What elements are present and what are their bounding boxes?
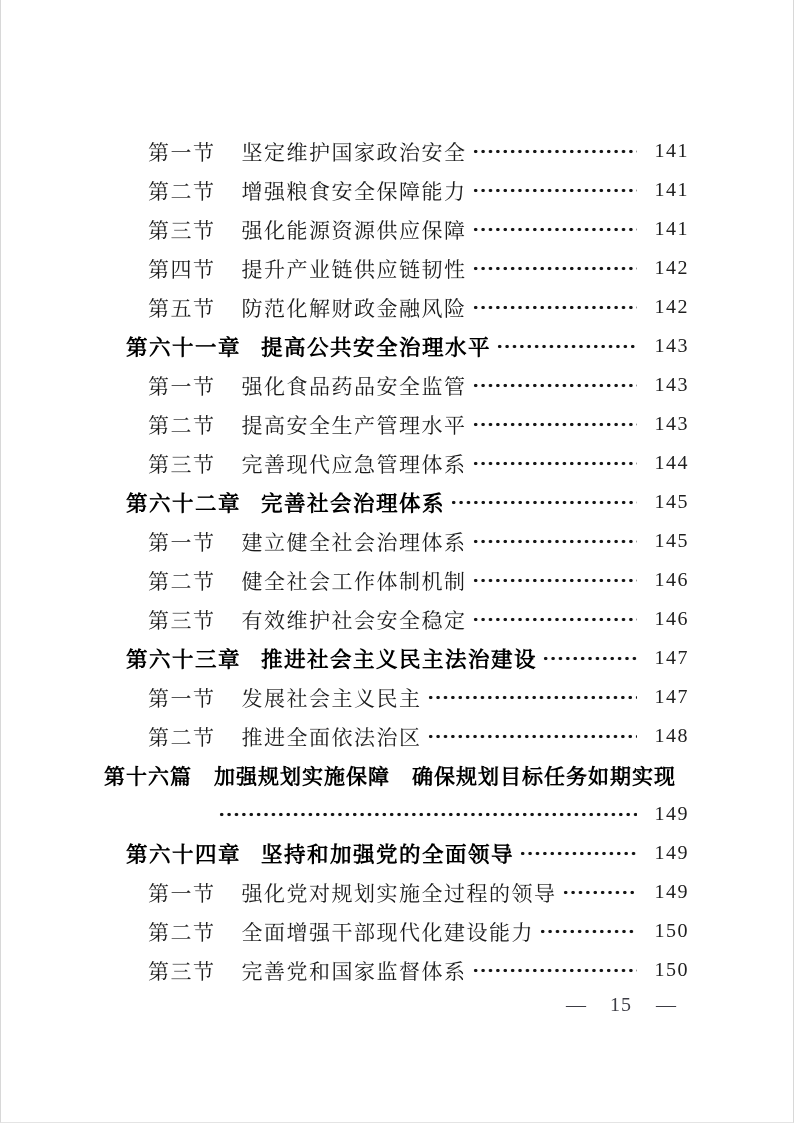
dot-leader bbox=[218, 795, 637, 834]
dot-leader bbox=[496, 327, 637, 366]
entry-title: 健全社会工作体制机制 bbox=[241, 569, 467, 594]
page-footer bbox=[566, 994, 676, 1017]
dot-leader bbox=[472, 405, 638, 444]
entry-title: 建立健全社会治理体系 bbox=[241, 530, 467, 555]
toc-entry-section bbox=[1, 561, 793, 600]
entry-label: 第六十二章 bbox=[126, 492, 242, 516]
entry-page-number: 142 bbox=[654, 257, 689, 279]
dot-leader bbox=[427, 678, 638, 717]
entry-title: 发展社会主义民主 bbox=[241, 686, 422, 711]
toc-entry-part bbox=[1, 756, 793, 795]
table-of-contents bbox=[1, 132, 793, 990]
entry-label: 第二节 bbox=[148, 179, 216, 204]
entry-page-number: 148 bbox=[654, 725, 689, 747]
dot-leader bbox=[472, 132, 638, 171]
entry-page-number: 149 bbox=[654, 881, 689, 903]
entry-title: 完善现代应急管理体系 bbox=[241, 452, 467, 477]
entry-label: 第一节 bbox=[148, 686, 216, 711]
entry-title: 完善党和国家监督体系 bbox=[241, 959, 467, 984]
dot-leader bbox=[472, 288, 638, 327]
entry-title: 完善社会治理体系 bbox=[261, 492, 446, 516]
entry-label: 第二节 bbox=[148, 920, 216, 945]
entry-page-number: 147 bbox=[654, 647, 689, 669]
entry-title: 提高安全生产管理水平 bbox=[241, 413, 467, 438]
toc-entry-section bbox=[1, 873, 793, 912]
toc-entry-section bbox=[1, 405, 793, 444]
toc-entry-section bbox=[1, 678, 793, 717]
dot-leader bbox=[472, 366, 638, 405]
toc-entry-chapter bbox=[1, 327, 793, 366]
entry-label: 第二节 bbox=[148, 725, 216, 750]
entry-title: 防范化解财政金融风险 bbox=[241, 296, 467, 321]
dot-leader bbox=[472, 600, 638, 639]
footer-page-number: 15 bbox=[610, 994, 632, 1016]
toc-entry-section bbox=[1, 171, 793, 210]
toc-entry-section bbox=[1, 912, 793, 951]
entry-title: 有效维护社会安全稳定 bbox=[241, 608, 467, 633]
entry-title: 推进社会主义民主法治建设 bbox=[261, 648, 538, 672]
entry-label: 第三节 bbox=[148, 452, 216, 477]
entry-page-number: 141 bbox=[654, 140, 689, 162]
dot-leader bbox=[539, 912, 637, 951]
entry-label: 第三节 bbox=[148, 608, 216, 633]
entry-title: 强化党对规划实施全过程的领导 bbox=[241, 881, 557, 906]
entry-page-number: 150 bbox=[654, 959, 689, 981]
entry-label: 第一节 bbox=[148, 881, 216, 906]
toc-entry-section bbox=[1, 522, 793, 561]
toc-entry-chapter bbox=[1, 834, 793, 873]
entry-label: 第十六篇 bbox=[104, 764, 192, 789]
dot-leader bbox=[450, 483, 637, 522]
toc-entry-section bbox=[1, 717, 793, 756]
entry-label: 第二节 bbox=[148, 413, 216, 438]
entry-page-number: 147 bbox=[654, 686, 689, 708]
entry-label: 第一节 bbox=[148, 530, 216, 555]
entry-title: 全面增强干部现代化建设能力 bbox=[241, 920, 534, 945]
entry-page-number: 145 bbox=[654, 530, 689, 552]
dot-leader bbox=[472, 561, 638, 600]
entry-title: 增强粮食安全保障能力 bbox=[241, 179, 467, 204]
entry-title: 提升产业链供应链韧性 bbox=[241, 257, 467, 282]
dot-leader bbox=[472, 249, 638, 288]
entry-label: 第三节 bbox=[148, 959, 216, 984]
toc-entry-section bbox=[1, 600, 793, 639]
toc-entry-section bbox=[1, 210, 793, 249]
toc-entry-section bbox=[1, 951, 793, 990]
dot-leader bbox=[472, 444, 638, 483]
toc-entry-section bbox=[1, 132, 793, 171]
entry-page-number: 144 bbox=[654, 452, 689, 474]
toc-entry-chapter bbox=[1, 639, 793, 678]
toc-entry-chapter bbox=[1, 483, 793, 522]
toc-entry-section bbox=[1, 249, 793, 288]
entry-page-number: 146 bbox=[654, 608, 689, 630]
dot-leader bbox=[562, 873, 638, 912]
entry-page-number: 141 bbox=[654, 218, 689, 240]
dot-leader bbox=[542, 639, 637, 678]
entry-page-number: 143 bbox=[654, 413, 689, 435]
toc-entry-section bbox=[1, 288, 793, 327]
entry-title: 坚定维护国家政治安全 bbox=[241, 140, 467, 165]
footer-dash-left: — bbox=[566, 994, 586, 1016]
dot-leader bbox=[472, 210, 638, 249]
toc-entry-continuation bbox=[1, 795, 793, 834]
entry-page-number: 143 bbox=[654, 335, 689, 357]
entry-label: 第六十一章 bbox=[126, 336, 242, 360]
footer-dash-right: — bbox=[656, 994, 676, 1016]
dot-leader bbox=[472, 522, 638, 561]
entry-page-number: 146 bbox=[654, 569, 689, 591]
entry-label: 第一节 bbox=[148, 140, 216, 165]
toc-entry-section bbox=[1, 366, 793, 405]
entry-page-number: 145 bbox=[654, 491, 689, 513]
entry-label: 第三节 bbox=[148, 218, 216, 243]
entry-title: 提高公共安全治理水平 bbox=[261, 336, 492, 360]
entry-label: 第六十三章 bbox=[126, 648, 242, 672]
dot-leader bbox=[427, 717, 638, 756]
entry-label: 第六十四章 bbox=[126, 843, 242, 867]
entry-title: 加强规划实施保障 确保规划目标任务如期实现 bbox=[214, 764, 676, 789]
entry-label: 第二节 bbox=[148, 569, 216, 594]
entry-title: 强化能源资源供应保障 bbox=[241, 218, 467, 243]
dot-leader bbox=[472, 171, 638, 210]
entry-page-number: 142 bbox=[654, 296, 689, 318]
entry-page-number: 141 bbox=[654, 179, 689, 201]
entry-page-number: 149 bbox=[654, 803, 689, 825]
entry-page-number: 143 bbox=[654, 374, 689, 396]
entry-page-number: 150 bbox=[654, 920, 689, 942]
toc-entry-section bbox=[1, 444, 793, 483]
entry-title: 坚持和加强党的全面领导 bbox=[261, 843, 515, 867]
entry-title: 推进全面依法治区 bbox=[241, 725, 422, 750]
entry-label: 第一节 bbox=[148, 374, 216, 399]
entry-label: 第五节 bbox=[148, 296, 216, 321]
entry-page-number: 149 bbox=[654, 842, 689, 864]
dot-leader bbox=[472, 951, 638, 990]
dot-leader bbox=[519, 834, 637, 873]
entry-label: 第四节 bbox=[148, 257, 216, 282]
entry-title: 强化食品药品安全监管 bbox=[241, 374, 467, 399]
